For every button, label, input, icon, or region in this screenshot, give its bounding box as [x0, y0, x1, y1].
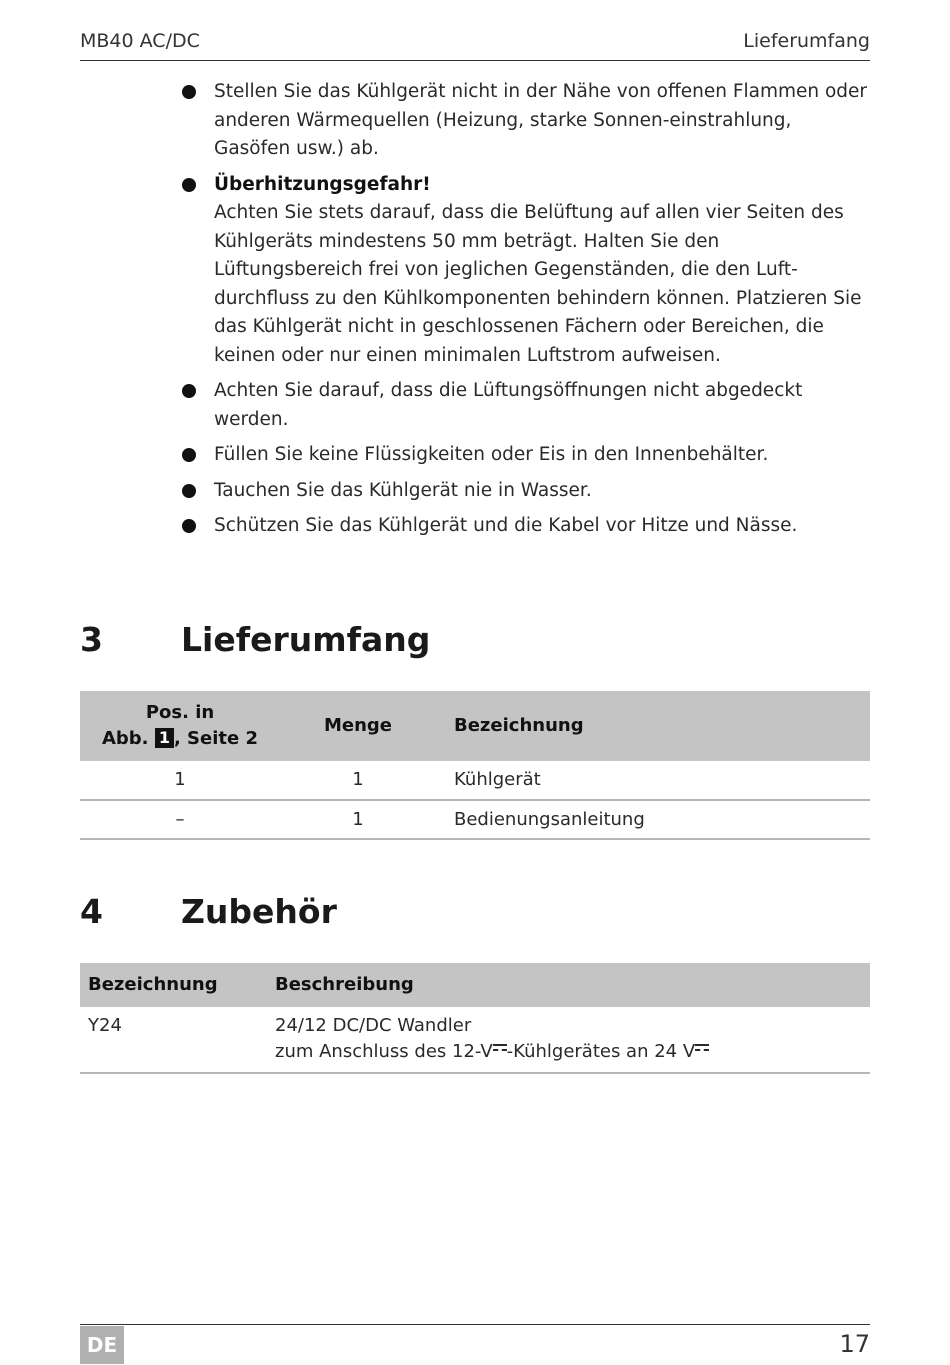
cell-quantity: 1	[280, 761, 436, 800]
col-header-position: Pos. in Abb. 1 , Seite 2	[80, 691, 280, 761]
safety-bullet-list	[180, 78, 870, 548]
bullet-warning-title: Überhitzungsgefahr!	[214, 173, 431, 195]
description-line-1: 24/12 DC/DC Wandler	[275, 1015, 472, 1036]
bullet-text: Füllen Sie keine Flüssigkeiten oder Eis in den Innenbehälter.	[214, 444, 769, 465]
figure-badge: 1	[155, 728, 174, 748]
bullet-dot-icon	[182, 484, 196, 498]
accessories-table	[80, 963, 870, 1074]
section-number: 4	[80, 892, 103, 931]
col-header-quantity: Menge	[280, 691, 436, 761]
bullet-item	[180, 441, 870, 470]
col-header-name: Bezeichnung	[80, 963, 267, 1007]
bullet-text: Stellen Sie das Kühlgerät nicht in der Nähe von offenen Flammen oder anderen Wärmequellen (Heizung, starke Sonnen-einstrahlung, Gasöfen usw.) ab.	[214, 81, 868, 159]
footer-divider	[80, 1324, 870, 1325]
bullet-dot-icon	[182, 519, 196, 533]
bullet-item	[180, 377, 870, 434]
bullet-dot-icon	[182, 384, 196, 398]
cell-description: Bedienungsanleitung	[436, 800, 870, 839]
bullet-item	[180, 512, 870, 541]
header-chapter: Lieferumfang	[743, 30, 870, 52]
bullet-text: Schützen Sie das Kühlgerät und die Kabel vor Hitze und Nässe.	[214, 515, 798, 536]
col-header-description: Beschreibung	[267, 963, 870, 1007]
bullet-dot-icon	[182, 448, 196, 462]
table-header-row	[80, 691, 870, 761]
section-title: Zubehör	[181, 892, 337, 931]
table-row	[80, 800, 870, 839]
cell-name: Y24	[80, 1007, 267, 1073]
section-number: 3	[80, 620, 103, 659]
section-title: Lieferumfang	[181, 620, 431, 659]
cell-description	[267, 1007, 870, 1073]
cell-position: 1	[80, 761, 280, 800]
bullet-dot-icon	[182, 85, 196, 99]
description-line-2a: zum Anschluss des 12-V	[275, 1041, 493, 1062]
bullet-item	[180, 477, 870, 506]
page-number: 17	[839, 1330, 870, 1358]
dc-symbol-icon	[493, 1044, 507, 1054]
table-row	[80, 761, 870, 800]
bullet-item	[180, 171, 870, 371]
col-header-description: Bezeichnung	[436, 691, 870, 761]
delivery-table	[80, 691, 870, 840]
dc-symbol-icon	[695, 1044, 709, 1054]
table-row	[80, 1007, 870, 1073]
cell-position: –	[80, 800, 280, 839]
cell-quantity: 1	[280, 800, 436, 839]
cell-description: Kühlgerät	[436, 761, 870, 800]
language-badge: DE	[80, 1326, 124, 1364]
bullet-text: Tauchen Sie das Kühlgerät nie in Wasser.	[214, 479, 592, 501]
bullet-text: Achten Sie darauf, dass die Lüftungsöffnungen nicht abgedeckt werden.	[214, 380, 803, 430]
bullet-dot-icon	[182, 178, 196, 192]
header-product: MB40 AC/DC	[80, 30, 200, 52]
bullet-item	[180, 78, 870, 164]
page-header	[80, 28, 870, 61]
description-line-2b: -Kühlgerätes an 24 V	[506, 1041, 696, 1062]
bullet-text: Achten Sie stets darauf, dass die Belüftung auf allen vier Seiten des Kühlgeräts mindestens 50 mm beträgt. Halten Sie den Lüftungsbereich frei von jeglichen Gegenständen, die den Luft-durchfluss zu den Kühlkomponenten behindern können. Platzieren Sie das Kühlgerät nicht in geschlossenen Fächern oder Bereichen, die keinen oder nur einen minimalen Luftstrom aufweisen.	[214, 202, 862, 366]
table-header-row	[80, 963, 870, 1007]
